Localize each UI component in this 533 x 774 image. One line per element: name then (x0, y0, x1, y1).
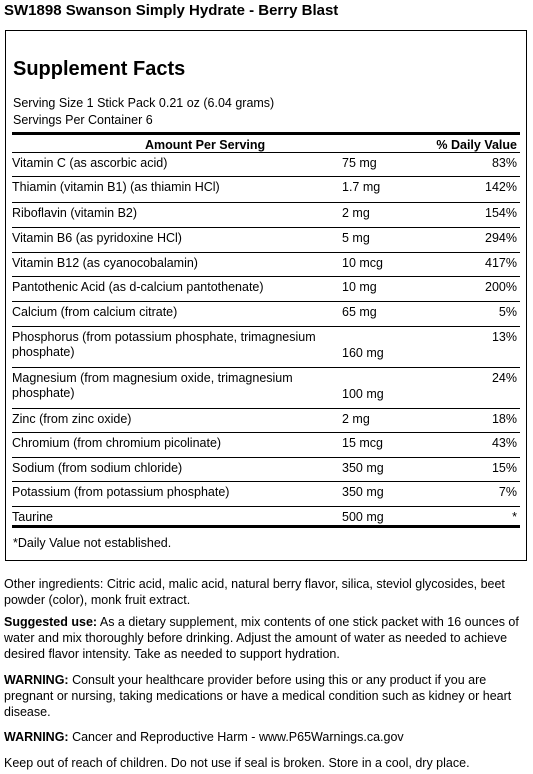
nutrient-row (12, 153, 520, 176)
daily-value-footnote: *Daily Value not established. (13, 536, 172, 550)
nutrient-daily-value: * (512, 510, 517, 524)
nutrient-daily-value: 43% (491, 436, 517, 450)
other-ingredients: Other ingredients: Citric acid, malic acid, natural berry flavor, silica, steviol glycosides, beet powder (color), monk fruit extract. (4, 577, 505, 607)
nutrient-daily-value: 83% (491, 156, 517, 170)
nutrient-name: Vitamin B6 (as pyridoxine HCl) (12, 231, 182, 245)
column-header-row (12, 138, 520, 152)
suggested-use (4, 614, 524, 662)
nutrient-name: Sodium (from sodium chloride) (12, 461, 183, 475)
nutrient-row (12, 228, 520, 252)
nutrient-row (12, 277, 520, 301)
serving-size: Serving Size 1 Stick Pack 0.21 oz (6.04 grams) (13, 96, 275, 110)
nutrient-amount: 2 mg (342, 206, 370, 220)
product-title: SW1898 Swanson Simply Hydrate - Berry Blast (4, 2, 339, 19)
nutrient-name: Calcium (from calcium citrate) (12, 305, 178, 319)
nutrient-amount: 10 mcg (342, 256, 383, 270)
nutrient-daily-value: 200% (485, 280, 517, 294)
nutrient-amount: 500 mg (342, 510, 384, 524)
nutrient-name: Pantothenic Acid (as d-calcium pantothenate) (12, 280, 264, 294)
nutrient-daily-value: 24% (491, 371, 517, 385)
nutrient-amount: 15 mcg (342, 436, 383, 450)
warning-health-text: Consult your healthcare provider before using this or any product if you are pregnant or nursing, taking medications or have a medical condition such as kidney or heart disease. (4, 673, 512, 719)
nutrient-amount: 350 mg (342, 485, 384, 499)
warning-prop65-label: WARNING: (4, 730, 69, 744)
nutrient-name: Magnesium (from magnesium oxide, trimagnesium phosphate) (12, 371, 293, 400)
nutrient-row (12, 482, 520, 506)
nutrient-amount: 2 mg (342, 412, 370, 426)
nutrient-name: Phosphorus (from potassium phosphate, trimagnesium phosphate) (12, 330, 316, 359)
nutrient-daily-value: 294% (485, 231, 517, 245)
nutrient-amount: 1.7 mg (342, 180, 381, 194)
warning-prop65 (4, 729, 524, 745)
warning-prop65-text: Cancer and Reproductive Harm - www.P65Warnings.ca.gov (72, 730, 404, 744)
nutrient-row (12, 368, 520, 408)
supplement-facts-panel (5, 30, 527, 561)
nutrient-name: Vitamin B12 (as cyanocobalamin) (12, 256, 198, 270)
warning-health (4, 672, 524, 720)
nutrient-amount: 10 mg (342, 280, 377, 294)
nutrient-amount: 100 mg (342, 387, 384, 401)
nutrient-daily-value: 142% (485, 180, 517, 194)
panel-heading: Supplement Facts (13, 58, 186, 80)
nutrient-amount: 350 mg (342, 461, 384, 475)
daily-value-header: % Daily Value (436, 138, 517, 152)
nutrient-row (12, 203, 520, 227)
nutrient-amount: 160 mg (342, 346, 384, 360)
nutrient-name: Chromium (from chromium picolinate) (12, 436, 222, 450)
nutrient-name: Riboflavin (vitamin B2) (12, 206, 138, 220)
nutrient-name: Thiamin (vitamin B1) (as thiamin HCl) (12, 180, 220, 194)
nutrient-name: Vitamin C (as ascorbic acid) (12, 156, 168, 170)
nutrient-row (12, 458, 520, 481)
nutrient-daily-value: 13% (491, 330, 517, 344)
nutrient-row (12, 433, 520, 457)
warning-health-label: WARNING: (4, 673, 69, 687)
nutrient-row (12, 253, 520, 276)
nutrient-row (12, 409, 520, 432)
nutrient-daily-value: 417% (485, 256, 517, 270)
nutrient-amount: 5 mg (342, 231, 370, 245)
table-bottom-bar (12, 525, 520, 528)
header-top-bar (12, 132, 520, 135)
nutrient-daily-value: 154% (485, 206, 517, 220)
nutrient-daily-value: 18% (491, 412, 517, 426)
nutrient-row (12, 327, 520, 367)
suggested-use-text: As a dietary supplement, mix contents of one stick packet with 16 ounces of water and mix thoroughly before drinking. Adjust the amount of water as needed to achieve desired flavor intensity. Take as needed to support hydration. (4, 615, 519, 661)
servings-per-container: Servings Per Container 6 (13, 113, 153, 127)
storage-instructions: Keep out of reach of children. Do not use if seal is broken. Store in a cool, dry place. (4, 756, 470, 770)
amount-per-serving-header: Amount Per Serving (145, 138, 266, 152)
suggested-use-label: Suggested use: (4, 615, 98, 629)
nutrient-row (12, 177, 520, 202)
nutrient-daily-value: 15% (491, 461, 517, 475)
nutrient-name: Potassium (from potassium phosphate) (12, 485, 230, 499)
nutrient-name: Taurine (12, 510, 53, 524)
nutrient-daily-value: 7% (498, 485, 517, 499)
nutrient-name: Zinc (from zinc oxide) (12, 412, 132, 426)
nutrient-amount: 75 mg (342, 156, 377, 170)
nutrient-row (12, 302, 520, 326)
nutrient-amount: 65 mg (342, 305, 377, 319)
nutrient-daily-value: 5% (498, 305, 517, 319)
